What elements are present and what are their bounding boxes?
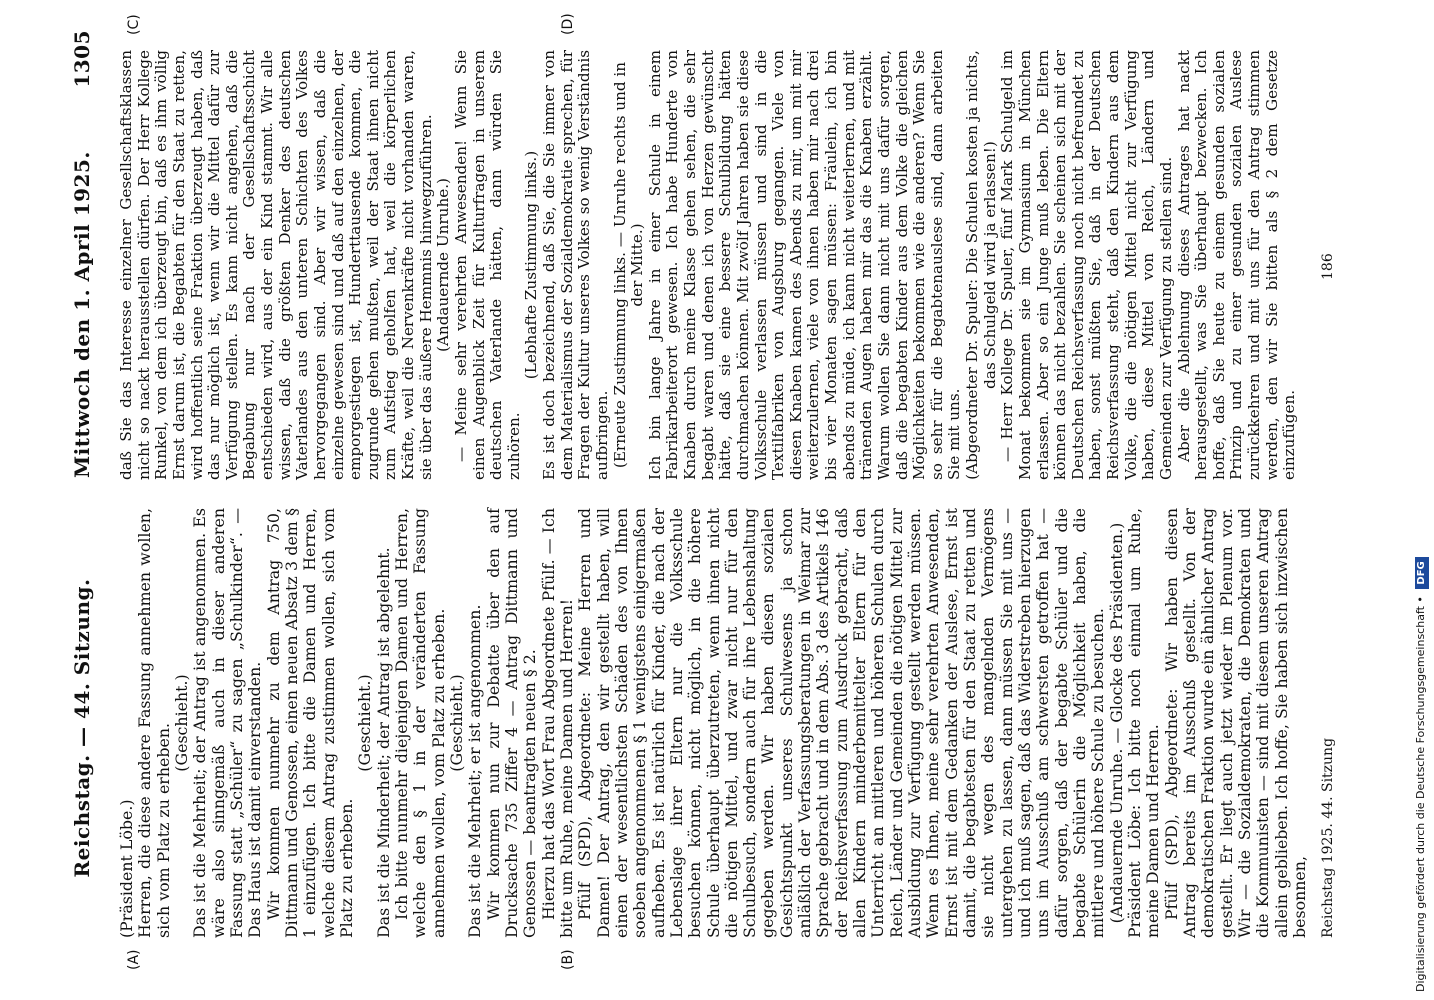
right-column-paragraph: (Erneute Zustimmung links. — Unruhe rechts und in der Mitte.) [610,61,647,469]
digitization-credit-sidebar [1411,8,1431,992]
text-column-right [118,50,1299,480]
text-column-left [118,508,1309,938]
right-column-paragraph: (Andauernde Unruhe.) [434,178,453,352]
margin-marker-d: (D) [560,13,576,35]
right-column-paragraph: (Lebhafte Zustimmung links.) [522,150,541,380]
right-column-paragraph: Ich bin lange Jahre in einer Schule in einem Fabrikarbeiterort gewesen. Ich habe Hunderte von Knaben durch meine Klasse gehen sehen, die sehr begabt waren und denen ich von Herzen gewünscht hätte, daß sie eine bessere Schulbildung hätten durchmachen können. Mit zwölf Jahren haben sie diese Volksschule verlassen müssen und sind in die Textilfabriken von Augsburg gegangen. Viele von diesen Knaben kamen des Abends zu mir, um mit mir weiterzulernen, viele von ihnen haben mir nach drei bis vier Monaten sagen müssen: Fräulein, ich bin abends zu müde, ich kann nicht weiterlernen, und mit tränenden Augen haben mir das die Knaben erzählt. Warum wollen Sie dann nicht mit uns dafür sorgen, daß die begabten Kinder aus dem Volke die gleichen Möglichkeiten bekommen wie die anderen? Wenn Sie so sehr für die Begabtenauslese sind, dann arbeiten Sie mit uns. [645,50,964,480]
left-column-paragraph: Herren, die diese andere Fassung annehmen wollen, sich vom Platz zu erheben. [135,508,173,938]
margin-marker-c: (C) [126,14,142,35]
left-column-paragraph: (Geschieht.) [355,674,375,772]
left-column-paragraph: (Geschieht.) [446,674,466,772]
left-column-paragraph: (Andauernde Unruhe. — Glocke des Präsidenten.) [1106,522,1126,924]
left-column-paragraph: Das ist die Mehrheit; der Antrag ist angenommen. Es wäre also sinngemäß auch in dieser anderen Fassung statt „Schüler“ zu sagen „Schulkinder“. — Das Haus ist damit einverstanden. [190,508,265,938]
right-column-paragraph: Es ist doch bezeichnend, daß Sie, die Sie immer von dem Materialismus der Sozialdemokratie sprechen, für Fragen der Kultur unseres Volkes so wenig Verständnis aufbringen. [540,50,611,480]
header-left: Reichstag. — 44. Sitzung. [70,578,94,878]
left-column-paragraph: Hierzu hat das Wort Frau Abgeordnete Pfülf. — Ich bitte um Ruhe, meine Damen und Herren! [538,508,576,938]
margin-marker-a: (A) [126,949,142,970]
left-column-paragraph: Das ist die Minderheit; der Antrag ist abgelehnt. [373,547,393,938]
left-column-paragraph: Präsident Löbe: Ich bitte noch einmal um Ruhe, meine Damen und Herren. [1125,508,1163,938]
page-number: 1305 [70,30,94,88]
left-column-paragraph: Das ist die Mehrheit; er ist angenommen. [465,604,485,938]
right-column-paragraph: daß Sie das Interesse einzelner Gesellschaftsklassen nicht so nackt herausstellen dürfen. Der Herr Kollege Runkel, von dem ich überzeugt bin, daß es ihm völlig Ernst darum ist, die Begabten für den Staat zu retten, wird hoffentlich seine Fraktion überzeugt haben, daß das nur möglich ist, wenn wir die Mittel dafür zur Verfügung stellen. Es kann nicht angehen, daß die Begabung nur nach der Gesellschaftsschicht entschieden wird, aus der ein Kind stammt. Wir alle wissen, daß die größten Denker des deutschen Vaterlandes aus den unteren Schichten des Volkes hervorgegangen sind. Aber wir wissen, daß die einzelne gewesen sind und daß auf den einzelnen, der emporgestiegen ist, Hunderttausende kommen, die zugrunde gehen mußten, weil der Staat ihnen nicht zum Aufstieg geholfen hat, weil die körperlichen Kräfte, weil die Nervenkräfte nicht vorhanden waren, sie über das äußere Hemmnis hinwegzuführen. [117,50,435,480]
footer-left: Reichstag 1925. 44. Sitzung [1320,737,1336,938]
right-column-paragraph: — Meine sehr verehrten Anwesenden! Wenn Sie einen Augenblick Zeit für Kulturfragen in unserem deutschen Vaterlande hätten, dann würden Sie zuhören. [451,50,523,480]
left-column-paragraph: Wir kommen nun zur Debatte über den auf Drucksache 735 Ziffer 4 — Antrag Dittmann und Genossen — beantragten neuen § 2. [483,508,540,938]
right-column-paragraph: Aber die Ablehnung dieses Antrages hat nackt herausgestellt, was Sie überhaupt bezwecken. Ich hoffe, daß Sie heute zu einem gesunden sozialen Prinzip und zu einer gesunden sozialen Auslese zurückkehren und mit uns für den Antrag stimmen werden, den wir Sie bitten als § 2 dem Gesetze einzufügen. [1174,50,1299,480]
left-column-paragraph: Pfülf (SPD), Abgeordnete: Wir haben diesen Antrag bereits im Ausschuß gestellt. Von der demokratischen Fraktion wurde ein ähnlicher Antrag gestellt. Er liegt auch jetzt wieder im Plenum vor. Wir — die Sozialdemokraten, die Demokraten und die Kommunisten — sind mit diesem unseren Antrag allein geblieben. Ich hoffe, Sie haben sich inzwischen besonnen, [1161,508,1309,938]
right-column-paragraph: (Abgeordneter Dr. Spuler: Die Schulen kosten ja nichts, das Schulgeld wird ja erlassen!) [963,50,999,480]
credit-text: Digitalisierung gefördert durch die Deutsche Forschungsgemeinschaft • [1414,596,1427,992]
header-date: Mittwoch den 1. April 1925. [70,151,94,478]
left-column-paragraph: Ich bitte nunmehr diejenigen Damen und Herren, welche den § 1 in der veränderten Fassung annehmen wollen, vom Platz zu erheben. [391,508,448,938]
left-column-paragraph: (Geschieht.) [171,674,191,772]
dfg-logo: DFG [1415,557,1429,588]
right-column-paragraph: — Herr Kollege Dr. Spuler, fünf Mark Schulgeld im Monat bekommen sie im Gymnasium in München erlassen. Aber so ein Junge muß leben. Die Eltern können das nicht bezahlen. Sie scheinen sich mit der Deutschen Reichsverfassung noch nicht befreundet zu haben, sonst müßten Sie, daß in der Deutschen Reichsverfassung steht, daß den Kindern aus dem Volke, die die nötigen Mittel nicht zur Verfügung haben, diese Mittel von Reich, Ländern und Gemeinden zur Verfügung zu stellen sind. [998,50,1175,480]
left-column-paragraph: Wir kommen nunmehr zu dem Antrag 750, Dittmann und Genossen, einen neuen Absatz 3 dem § 1 einzufügen. Ich bitte die Damen und Herren, welche diesem Antrag zustimmen wollen, sich vom Platz zu erheben. [263,508,356,938]
left-column-paragraph: Pfülf (SPD), Abgeordnete: Meine Herren und Damen! Der Antrag, den wir gestellt haben, will einen der wesentlichsten Schäden des von Ihnen soeben angenommenen § 1 wenigstens einigermaßen aufheben. Es ist natürlich für Kinder, die nach der Lebenslage ihrer Eltern nur die Volksschule besuchen können, nicht möglich, in die höhere Schule überhaupt überzutreten, wenn ihnen nicht die nötigen Mittel, und zwar nicht nur für den Schulbesuch, sondern auch für ihre Lebenshaltung gegeben werden. Wir haben diesen sozialen Gesichtspunkt unseres Schulwesens ja schon anläßlich der Verfassungsberatungen in Weimar zur Sprache gebracht und in dem Abs. 3 des Artikels 146 der Reichsverfassung zum Ausdruck gebracht, daß allen Kindern minderbemittelter Eltern für den Unterricht an mittleren und höheren Schulen durch Reich, Länder und Gemeinden die nötigen Mittel zur Ausbildung zur Verfügung gestellt werden müssen. Wenn es Ihnen, meine sehr verehrten Anwesenden, Ernst ist mit dem Gedanken der Auslese, Ernst ist damit, die begabtesten für den Staat zu retten und sie nicht wegen des mangelnden Vermögens untergehen zu lassen, dann müssen Sie mit uns — und ich muß sagen, daß das Widerstreben hierzugen uns im Ausschuß am schwersten getroffen hat — dafür sorgen, daß der begabte Schüler und die begabte Schülerin die Möglichkeit haben, die mittlere und höhere Schule zu besuchen. [575,508,1108,938]
margin-marker-b: (B) [560,949,576,970]
left-column-paragraph: (Präsident Löbe.) [117,799,136,938]
footer-signature: 186 [1320,253,1336,280]
